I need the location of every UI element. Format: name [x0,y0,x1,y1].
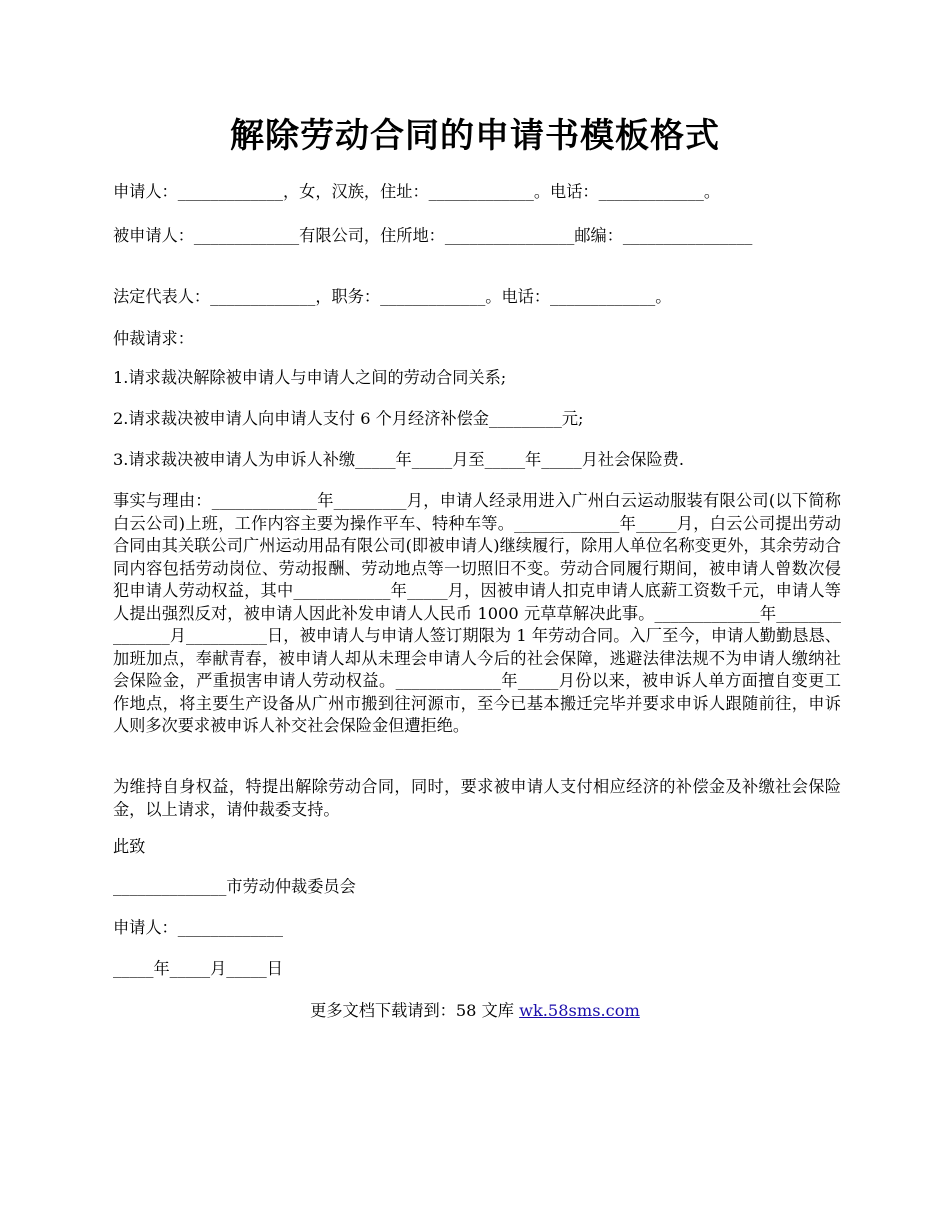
document-title: 解除劳动合同的申请书模板格式 [230,116,720,156]
claims-heading: 仲裁请求： [113,329,194,348]
committee-line: ______________市劳动仲裁委员会 [113,877,356,896]
footer [0,999,950,1023]
respondent-line: 被申请人：_____________有限公司，住所地：________________邮编：________________ [113,226,753,245]
conclusion-paragraph: 为维持自身权益，特提出解除劳动合同，同时，要求被申请人支付相应经济的补偿金及补缴社会保险金，以上请求，请仲裁委支持。 [113,777,841,819]
date-line: _____年_____月_____日 [113,959,283,978]
claim-item-1: 1.请求裁决解除被申请人与申请人之间的劳动合同关系; [113,368,507,387]
legal-representative-line: 法定代表人：_____________，职务：_____________。电话：_____________。 [113,287,672,306]
signature-line: 申请人：_____________ [113,918,283,937]
footer-link[interactable]: wk.58sms.com [519,1001,640,1020]
footer-text: 更多文档下载请到：58 文库 [310,1001,520,1020]
claim-item-3: 3.请求裁决被申请人为申诉人补缴_____年_____月至_____年_____月社会保险费. [113,450,684,469]
facts-and-reasons: 事实与理由：_____________年_________月，申请人经录用进入广州白云运动服装有限公司(以下简称白云公司)上班，工作内容主要为操作平车、特种车等。_____________年_____月，白云公司提出劳动合同由其关联公司广州运动用品有限公司(即被申请人)继续履行，除用人单位名称变更外，其余劳动合同内容包括劳动岗位、劳动报酬、劳动地点等一切照旧不变。劳动合同履行期间，被申请人曾数次侵犯申请人劳动权益，其中____________年_____月，因被申请人扣克申请人底薪工资数千元，申请人等人提出强烈反对，被申请人因此补发申请人人民币 1000 元草草解决此事。_____________年_______________月__________日，被申请人与申请人签订期限为 1 年劳动合同。入厂至今，申请人勤勤恳恳、加班加点，奉献青春，被申请人却从未理会申请人今后的社会保障，逃避法律法规不为申请人缴纳社会保险金，严重损害申请人劳动权益。_____________年_____月份以来，被申诉人单方面擅自变更工作地点，将主要生产设备从广州市搬到往河源市，至今已基本搬迁完毕并要求申诉人跟随前往，申诉人则多次要求被申诉人补交社会保险金但遭拒绝。 [113,491,841,735]
claim-item-2: 2.请求裁决被申请人向申请人支付 6 个月经济补偿金_________元; [113,409,584,428]
applicant-line: 申请人：_____________，女，汉族，住址：_____________。电话：_____________。 [113,182,721,201]
salutation: 此致 [113,837,146,856]
